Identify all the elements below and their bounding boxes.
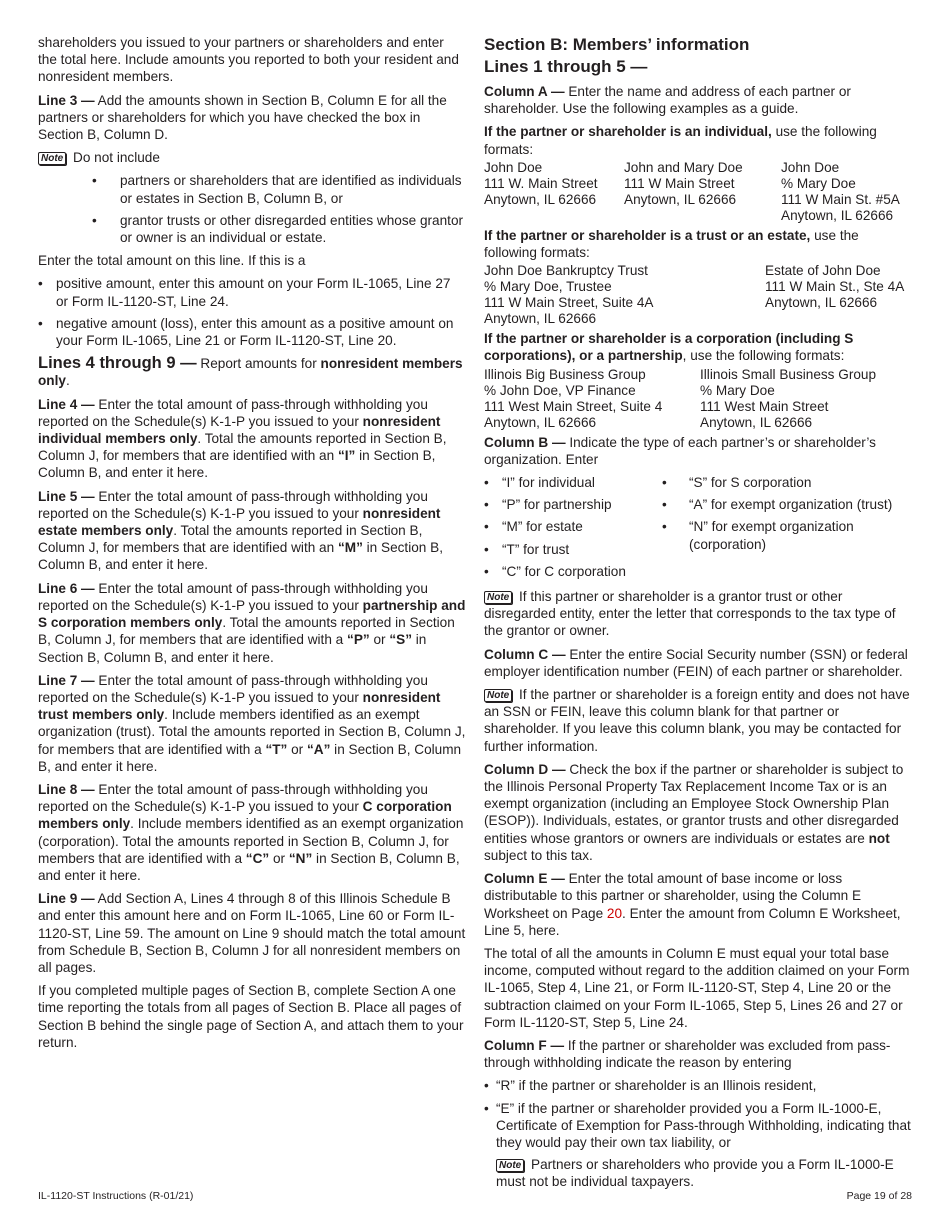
intro-paragraph: shareholders you issued to your partners or shareholders and enter the total here. Include amounts you reported to both your resident and nonresident members. (38, 35, 459, 85)
list-item: • “P” for partnership (484, 496, 662, 513)
example-address: Illinois Big Business Group % John Doe, VP Finance 111 West Main Street, Suite 4 Anytown, IL 62666 (484, 366, 663, 430)
footer-form-id: IL-1120-ST Instructions (R-01/21) (38, 1190, 194, 1202)
line8-paragraph: Line 8 — Enter the total amount of pass-through withholding you reported on the Schedule(s) K-1-P you issued to your C corporation members only. Include members identified as an exempt organization (corporation). Total the amounts reported in Section B, Column J, for members that are identified with a “C” or “N” in Section B, Column B, and enter it here. (38, 781, 464, 883)
right-column (484, 34, 914, 1197)
column-c-paragraph: Column C — Enter the entire Social Security number (SSN) or federal employer identification number (FEIN) of each partner or shareholder. (484, 646, 908, 679)
line6-paragraph: Line 6 — Enter the total amount of pass-through withholding you reported on the Schedule(s) K-1-P you issued to your partnership and S corporation members only. Total the amounts reported in Section B, Column J, for members that are identified with a “P” or “S” in Section B, Column B, and enter it here. (38, 580, 466, 665)
list-item: • grantor trusts or other disregarded entities whose grantor or owner is an individual or estate. (38, 212, 466, 246)
closing-paragraph: If you completed multiple pages of Section B, complete Section A one time reporting the totals from all pages of Section B. Place all pages of Section B behind the single page of Section A, and attach them to your return. (38, 983, 464, 1050)
column-f-paragraph: Column F — If the partner or shareholder was excluded from pass-through withholding indicate the reason by entering (484, 1037, 891, 1071)
column-f-note: Note Partners or shareholders who provide you a Form IL-1000-E must not be individual taxpayers. (496, 1157, 894, 1190)
line3-note: Note Do not include (38, 149, 466, 166)
column-e-paragraph: Column E — Enter the total amount of base income or loss distributable to this partner or shareholder, using the Column E Worksheet on Page 20. Enter the amount from Column E Worksheet, Line 5, here. (484, 871, 901, 938)
example-address: John Doe 111 W. Main Street Anytown, IL 62666 (484, 159, 598, 207)
note-icon: Note (484, 591, 512, 604)
total-list (38, 275, 466, 349)
list-item: • “N” for exempt organization (corporation) (662, 518, 914, 552)
example-address: John Doe Bankruptcy Trust % Mary Doe, Trustee 111 W Main Street, Suite 4A Anytown, IL 62666 (484, 263, 654, 327)
example-address: Estate of John Doe 111 W Main St., Ste 4A Anytown, IL 62666 (765, 263, 905, 311)
column-f-list (484, 1077, 914, 1151)
list-item: • “M” for estate (484, 518, 662, 535)
page-20-link[interactable]: 20 (606, 905, 623, 921)
list-item: • “T” for trust (484, 541, 662, 558)
list-item: • “R” if the partner or shareholder is an Illinois resident, (484, 1077, 914, 1094)
list-item: • “C” for C corporation (484, 563, 662, 580)
line5-paragraph: Line 5 — Enter the total amount of pass-through withholding you reported on the Schedule(s) K-1-P you issued to your nonresident estate members only. Total the amounts reported in Section B, Column J, for members that are identified with an “M” in Section B, Column B, and enter it here. (38, 488, 443, 573)
individual-examples (484, 160, 914, 224)
note-icon: Note (38, 152, 66, 165)
corporation-examples (484, 367, 914, 431)
type-codes-left (484, 474, 662, 585)
list-item: • positive amount, enter this amount on your Form IL-1065, Line 27 or Form IL-1120-ST, Line 24. (38, 275, 466, 309)
column-b-note: Note If this partner or shareholder is a grantor trust or other disregarded entity, enter the letter that corresponds to the tax type of the grantor or owner. (484, 589, 896, 639)
enter-total-text: Enter the total amount on this line. If this is a (38, 253, 306, 269)
list-item: • “A” for exempt organization (trust) (662, 496, 914, 513)
line3-exclusion-list (38, 172, 466, 246)
list-item: • partners or shareholders that are identified as individuals or estates in Section B, Column B, or (38, 172, 466, 206)
type-codes-right (662, 474, 914, 585)
line9-paragraph: Line 9 — Add Section A, Lines 4 through 8 of this Illinois Schedule B and enter this amount here and on Form IL-1065, Line 60 or Form IL-1120-ST, Line 59. The amount on Line 9 should match the total amount from Schedule B, Section B, Column J for all nonresident members on all pages. (38, 891, 466, 975)
left-column (38, 34, 466, 1057)
corporation-heading: If the partner or shareholder is a corporation (including S corporations), or a partnership, use the following formats: (484, 331, 854, 364)
column-a-paragraph: Column A — Enter the name and address of each partner or shareholder. Use the following examples as a guide. (484, 84, 851, 117)
trust-examples (484, 263, 914, 327)
column-d-paragraph: Column D — Check the box if the partner or shareholder is subject to the Illinois Personal Property Tax Replacement Income Tax or is an exempt organization (including an Employee Stock Ownership Plan (ESOP)). Individuals, estates, or grantor trusts and other disregarded entities whose grantors or owners are individuals or estates are not subject to this tax. (484, 761, 904, 863)
trust-heading: If the partner or shareholder is a trust or an estate, use the following formats: (484, 227, 859, 261)
column-e-total: The total of all the amounts in Column E must equal your total base income, computed without regard to the addition claimed on your Form IL-1065, Step 4, Line 21, or Form IL-1120-ST, Step 4, Line 20 or the subtraction claimed on your Form IL-1065, Step 5, Lines 26 and 27 or Form IL-1120-ST, Step 5, Line 24. (484, 945, 910, 1030)
example-address: John and Mary Doe 111 W Main Street Anytown, IL 62666 (624, 159, 743, 207)
type-codes (484, 474, 914, 585)
example-address: Illinois Small Business Group % Mary Doe 111 West Main Street Anytown, IL 62666 (700, 366, 877, 430)
individual-heading: If the partner or shareholder is an individual, use the following formats: (484, 124, 877, 157)
example-address: John Doe % Mary Doe 111 W Main St. #5A Anytown, IL 62666 (781, 159, 900, 223)
column-b-paragraph: Column B — Indicate the type of each partner’s or shareholder’s organization. Enter (484, 434, 876, 467)
list-item: • “I” for individual (484, 474, 662, 491)
section-b-title: Section B: Members’ information Lines 1 through 5 — (484, 35, 750, 76)
list-item: • “S” for S corporation (662, 474, 914, 491)
note-icon: Note (484, 689, 512, 702)
line7-paragraph: Line 7 — Enter the total amount of pass-through withholding you reported on the Schedule(s) K-1-P you issued to your nonresident trust members only. Include members identified as an exempt organization (trust). Total the amounts reported in Section B, Column J, for members that are identified with a “T” or “A” in Section B, Column B, and enter it here. (38, 672, 466, 774)
footer-page-number: Page 19 of 28 (846, 1190, 912, 1202)
column-c-note: Note If the partner or shareholder is a foreign entity and does not have an SSN or FEIN, leave this column blank for that partner or shareholder. If you leave this column blank, you may be contacted for further information. (484, 687, 910, 754)
line4-paragraph: Line 4 — Enter the total amount of pass-through withholding you reported on the Schedule(s) K-1-P you issued to your nonresident individual members only. Total the amounts reported in Section B, Column J, for members that are identified with an “I” in Section B, Column B, and enter it here. (38, 396, 447, 481)
list-item: • negative amount (loss), enter this amount as a positive amount on your Form IL-1065, Line 21 or Form IL-1120-ST, Line 20. (38, 315, 466, 349)
lines4-9-heading: Lines 4 through 9 — Report amounts for nonresident members only. (38, 354, 463, 389)
note-icon: Note (496, 1159, 524, 1172)
line3-paragraph: Line 3 — Add the amounts shown in Section B, Column E for all the partners or shareholders for which you have checked the box in Section B, Column D. (38, 92, 447, 143)
list-item: • “E” if the partner or shareholder provided you a Form IL-1000-E, Certificate of Exemption for Pass-through Withholding, indicating that they would pay their own tax liability, or (484, 1100, 914, 1152)
